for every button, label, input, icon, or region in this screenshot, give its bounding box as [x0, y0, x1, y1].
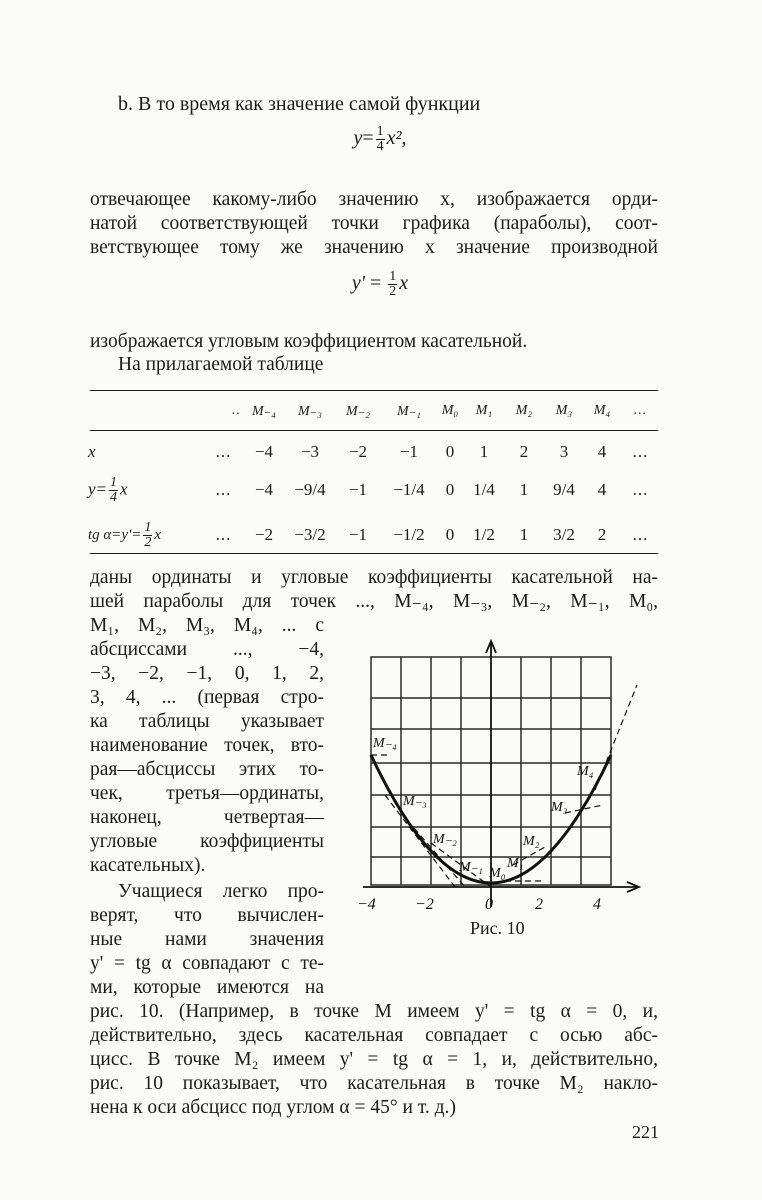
- parabola-figure: [355, 635, 645, 915]
- left-line-5: ка таблицы указывает: [90, 711, 324, 732]
- table-cell: 1: [479, 442, 489, 461]
- left-line-15: y' = tg α совпадают с те-: [90, 953, 324, 974]
- x-tick-label: −4: [357, 896, 376, 913]
- table-cell: −9/4: [294, 480, 326, 499]
- table-cell: 9/4: [553, 480, 575, 499]
- label-m1: M₁: [507, 856, 524, 871]
- label-m-2: M₋₂: [433, 832, 457, 847]
- table-cell: 1: [519, 525, 529, 544]
- table-top-rule: [90, 390, 658, 391]
- para-4-line-1: даны ординаты и угловые коэффициенты касательной на-: [90, 567, 658, 588]
- left-line-13: верят, что вычислен-: [90, 905, 324, 926]
- table-cell: −3/2: [294, 525, 326, 544]
- header-cell: M₃: [555, 403, 573, 418]
- table-cell: 3/2: [553, 525, 575, 544]
- table-cell: −4: [254, 480, 274, 499]
- formula-2-fraction: [388, 270, 397, 299]
- formula-1-den: 4: [376, 139, 384, 154]
- para-2: изображается угловым коэффициентом касательной.: [90, 331, 528, 352]
- left-line-2: абсциссами ..., −4,: [90, 639, 324, 660]
- label-m-4: M₋₄: [373, 736, 397, 751]
- formula-2-var: x: [399, 272, 409, 295]
- row-tg-den: 2: [144, 534, 152, 550]
- label-m4: M₄: [577, 764, 594, 779]
- row-ellipsis-left: ...: [215, 480, 232, 499]
- header-cell: M₋₄: [252, 403, 276, 419]
- formula-2-den: 2: [389, 284, 397, 299]
- table-cell: 3: [559, 442, 569, 461]
- table-cell: 0: [445, 480, 455, 499]
- formula-1-tail: ,: [401, 127, 407, 150]
- header-cell: M₋₁: [397, 403, 421, 419]
- para-1-line-3: ветствующее тому же значению x значение производной: [90, 237, 658, 258]
- table-cell: −1: [348, 525, 368, 544]
- table-header-row: [88, 398, 660, 424]
- table-row-x: [88, 436, 660, 468]
- intro-label: b.: [118, 93, 133, 115]
- row-y-den: 4: [110, 489, 118, 505]
- label-m-3: M₋₃: [403, 794, 427, 809]
- left-line-7: рая—абсциссы этих то-: [90, 759, 324, 780]
- table-cell: 2: [597, 525, 607, 544]
- row-ellipsis-right: ...: [632, 480, 649, 499]
- intro-line: [118, 92, 480, 116]
- table-cell: −2: [348, 442, 368, 461]
- left-line-12: Учащиеся легко про-: [118, 881, 324, 902]
- table-cell: 0: [445, 525, 455, 544]
- x-tick-label: 2: [535, 896, 543, 913]
- header-prefix: ..: [232, 403, 241, 418]
- left-line-16: ми, которые имеются на: [90, 977, 324, 998]
- row-x-label: x: [88, 442, 96, 461]
- para-3: На прилагаемой таблице: [118, 354, 324, 375]
- para-5-line-4: рис. 10 показывает, что касательная в точке M₂ накло-: [90, 1073, 658, 1094]
- table-cell: 1/4: [473, 480, 495, 499]
- row-y-label: [88, 468, 206, 512]
- formula-2-lhs: y': [351, 272, 365, 295]
- formula-1-fraction: [376, 125, 385, 154]
- table-cell: −1/2: [393, 525, 425, 544]
- table-cell: −3: [300, 442, 320, 461]
- formula-1-num: 1: [376, 124, 384, 139]
- para-5-line-5: нена к оси абсцисс под углом α = 45° и т. д.): [90, 1097, 456, 1118]
- row-ellipsis-right: ...: [632, 525, 649, 544]
- left-line-10: угловые коэффициенты: [90, 831, 324, 852]
- left-line-8: чек, третья—ординаты,: [90, 783, 324, 804]
- row-y-num: 1: [110, 474, 118, 490]
- table-row-y: [88, 468, 660, 512]
- row-ellipsis-left: ...: [215, 525, 232, 544]
- row-y-var: x: [120, 478, 128, 498]
- intro-text: В то время как значение самой функции: [138, 93, 481, 115]
- left-line-3: −3, −2, −1, 0, 1, 2,: [90, 663, 324, 684]
- header-cell: M₂: [515, 403, 533, 418]
- row-tg-lhs: tg α=y'=: [88, 526, 142, 543]
- left-line-6: наименование точек, вто-: [90, 735, 324, 756]
- para-5-line-1: рис. 10. (Например, в точке M имеем y' = tg α = 0, и,: [90, 1001, 658, 1022]
- table-cell: −2: [254, 525, 274, 544]
- formula-1: y= $\frac{1}{4}$ x²,: [353, 124, 407, 154]
- row-tg-label: [88, 512, 206, 558]
- para-5-line-2: действительно, здесь касательная совпадает с осью абс-: [90, 1025, 658, 1046]
- formula-1-var: x²: [386, 127, 402, 150]
- para-5-line-3: цисс. В точке M₂ имеем y' = tg α = 1, и, действительно,: [90, 1049, 658, 1070]
- table-cell: 2: [519, 442, 529, 461]
- para-1-line-1: отвечающее какому-либо значению x, изображается орди-: [90, 189, 658, 210]
- row-ellipsis-left: ...: [215, 442, 232, 461]
- table-cell: 4: [597, 442, 607, 461]
- left-line-11: касательных).: [90, 855, 206, 876]
- x-tick-label: 0: [485, 896, 493, 913]
- label-m3: M₃: [551, 800, 568, 815]
- row-ellipsis-right: ...: [632, 442, 649, 461]
- formula-1-lhs: y: [353, 127, 363, 150]
- row-tg-var: x: [154, 526, 162, 543]
- table-cell: −1: [399, 442, 419, 461]
- para-4-line-2: шей параболы для точек ..., M₋₄, M₋₃, M₋₂, M₋₁, M₀,: [90, 591, 658, 612]
- header-cell: M₀: [441, 403, 459, 418]
- header-suffix: ...: [633, 403, 648, 418]
- label-m-1: M₋₁: [459, 860, 483, 875]
- row-y-lhs: y=: [88, 478, 108, 498]
- table-cell: −1: [348, 480, 368, 499]
- label-m0: M₀: [489, 866, 506, 881]
- table-cell: 4: [597, 480, 607, 499]
- left-line-1: M₁, M₂, M₃, M₄, ... с: [90, 615, 324, 636]
- values-table: [88, 398, 660, 558]
- table-cell: −4: [254, 442, 274, 461]
- table-cell: 1/2: [473, 525, 495, 544]
- header-cell: M₋₂: [346, 403, 370, 419]
- header-cell: M₄: [593, 403, 611, 418]
- header-cell: M₁: [475, 403, 493, 418]
- x-tick-label: 4: [593, 896, 601, 913]
- row-tg-num: 1: [144, 519, 152, 535]
- row-tg-fraction: [143, 521, 152, 550]
- left-line-4: 3, 4, ... (первая стро-: [90, 687, 324, 708]
- left-line-14: ные нами значения: [90, 929, 324, 950]
- label-m2: M₂: [523, 834, 540, 849]
- formula-2: y' = $\frac{1}{2}$ x: [351, 269, 409, 299]
- table-cell: −1/4: [393, 480, 425, 499]
- figure-caption: Рис. 10: [470, 918, 525, 938]
- row-y-fraction: [109, 476, 118, 505]
- para-1-line-2: натой соответствующей точки графика (параболы), соот-: [90, 213, 658, 234]
- table-row-tg: [88, 512, 660, 558]
- formula-2-num: 1: [389, 269, 397, 284]
- header-cell: M₋₃: [298, 403, 322, 419]
- page-number: 221: [632, 1122, 659, 1142]
- x-tick-label: −2: [415, 896, 434, 913]
- table-cell: 0: [445, 442, 455, 461]
- table-cell: 1: [519, 480, 529, 499]
- left-line-9: наконец, четвертая—: [90, 807, 324, 828]
